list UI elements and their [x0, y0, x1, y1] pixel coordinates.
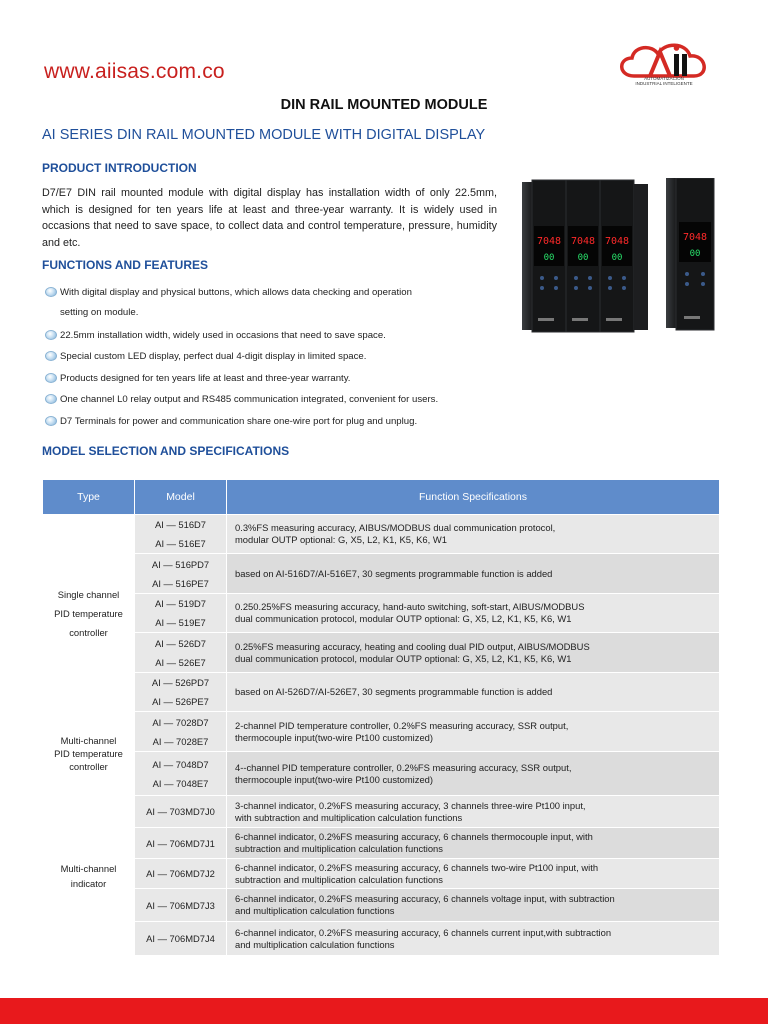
type-line: Multi-channel — [60, 862, 117, 874]
spec-cell — [227, 828, 720, 859]
model-number: AI — 706MD7J3 — [146, 899, 215, 911]
type-cell — [43, 712, 135, 796]
spec-line: subtraction and multiplication calculation functions — [235, 843, 443, 854]
display-readout-3: 7048 — [604, 236, 630, 247]
type-line: PID temperature — [54, 607, 123, 619]
model-number: AI — 516E7 — [155, 538, 206, 549]
model-number: AI — 7028E7 — [152, 735, 209, 747]
model-cell — [135, 752, 227, 796]
type-line: indicator — [70, 877, 107, 889]
spec-line: subtraction and multiplication calculation functions — [235, 873, 443, 885]
model-cell — [135, 673, 227, 712]
model-number: AI — 526D7 — [154, 637, 207, 649]
spec-line: 6-channel indicator, 0.2%FS measuring accuracy, 6 channels current input,with subtraction — [235, 926, 612, 938]
display-sub-readout-3: 00 — [611, 253, 623, 263]
feature-text: With digital display and physical buttons, which allows data checking and operation — [60, 287, 412, 298]
type-line: controller — [69, 626, 108, 638]
table-row — [43, 859, 720, 889]
feature-text: Products designed for ten years life at least and three-year warranty. — [60, 373, 351, 384]
spec-cell — [227, 859, 720, 889]
table-row — [43, 828, 720, 859]
spec-line: 0.3%FS measuring accuracy, AIBUS/MODBUS dual communication protocol, — [235, 522, 556, 533]
model-selection-heading: MODEL SELECTION AND SPECIFICATIONS — [42, 444, 290, 458]
spec-cell — [227, 712, 720, 752]
spec-line: and multiplication calculation functions — [235, 905, 395, 916]
feature-item — [45, 416, 417, 427]
spec-line: 6-channel indicator, 0.2%FS measuring accuracy, 6 channels voltage input, with subtraction — [235, 893, 615, 904]
logo-caption — [604, 76, 724, 86]
logo-caption-line-1: AUTOMATIZACION — [644, 76, 684, 81]
model-cell — [135, 633, 227, 673]
table-row — [43, 515, 720, 554]
model-number: AI — 706MD7J2 — [146, 868, 215, 879]
model-cell — [135, 712, 227, 752]
table-row — [43, 796, 720, 828]
bullet-icon — [45, 287, 57, 297]
bullet-icon — [45, 416, 57, 426]
spec-line: thermocouple input(two-wire Pt100 customized) — [235, 773, 434, 785]
model-cell — [135, 594, 227, 633]
bullet-icon — [45, 351, 57, 361]
feature-item — [45, 373, 350, 384]
model-number: AI — 706MD7J1 — [146, 837, 215, 849]
table-header-row — [43, 480, 720, 515]
feature-text: One channel L0 relay output and RS485 communication integrated, convenient for users. — [60, 394, 439, 405]
model-number: AI — 519D7 — [154, 598, 207, 609]
model-number: AI — 516D7 — [154, 519, 207, 530]
model-cell — [135, 554, 227, 594]
table-row — [43, 554, 720, 594]
display-sub-readout-1: 00 — [543, 253, 555, 263]
model-number: AI — 526PD7 — [151, 677, 210, 688]
type-line: Single channel — [57, 588, 120, 600]
spec-line: 6-channel indicator, 0.2%FS measuring accuracy, 6 channels thermocouple input, with — [235, 831, 593, 842]
model-number: AI — 706MD7J4 — [146, 933, 215, 944]
feature-item — [45, 351, 366, 362]
spec-line: 4--channel PID temperature controller, 0.2%FS measuring accuracy, SSR output, — [235, 761, 572, 773]
spec-cell — [227, 633, 720, 673]
spec-cell — [227, 515, 720, 554]
spec-cell — [227, 594, 720, 633]
feature-item — [45, 287, 412, 298]
spec-cell — [227, 889, 720, 922]
model-number: AI — 526PE7 — [152, 696, 209, 707]
spec-cell — [227, 673, 720, 712]
product-introduction-text: D7/E7 DIN rail mounted module with digital display has installation width of only 22.5mm, which is designed for ten years life at least and three-year warranty. It is widely used in occasions that need to save space, to collect data and control temperature, pressure, humidity and etc. — [42, 187, 497, 249]
table-row — [43, 889, 720, 922]
column-header-model: Model — [135, 480, 227, 515]
model-number: AI — 516PD7 — [151, 558, 210, 570]
spec-line: 0.250.25%FS measuring accuracy, hand-auto switching, soft-start, AIBUS/MODBUS — [235, 601, 585, 612]
model-cell — [135, 828, 227, 859]
spec-line: 3-channel indicator, 0.2%FS measuring accuracy, 3 channels three-wire Pt100 input, — [235, 799, 586, 811]
model-cell — [135, 515, 227, 554]
spec-line: 2-channel PID temperature controller, 0.2%FS measuring accuracy, SSR output, — [235, 719, 569, 731]
spec-line: dual communication protocol, modular OUTP optional: G, X5, L2, K1, K5, K6, W1 — [235, 652, 572, 664]
type-line: Multi-channel — [60, 735, 117, 746]
column-header-type: Type — [43, 480, 135, 515]
feature-text: setting on module. — [60, 307, 139, 318]
model-number: AI — 703MD7J0 — [146, 806, 215, 817]
model-number: AI — 7048E7 — [152, 777, 209, 789]
spec-cell — [227, 796, 720, 828]
table-row — [43, 712, 720, 752]
bullet-icon — [45, 394, 57, 404]
type-cell — [43, 515, 135, 712]
feature-text: D7 Terminals for power and communication share one-wire port for plug and unplug. — [60, 416, 418, 427]
spec-line: 6-channel indicator, 0.2%FS measuring accuracy, 6 channels two-wire Pt100 input, with — [235, 861, 599, 873]
spec-line: thermocouple input(two-wire Pt100 customized) — [235, 731, 434, 743]
spec-cell — [227, 752, 720, 796]
model-cell — [135, 922, 227, 956]
display-sub-readout-2: 00 — [577, 253, 589, 263]
model-number: AI — 516PE7 — [152, 577, 209, 589]
model-number: AI — 519E7 — [155, 617, 206, 628]
product-photo — [522, 178, 716, 334]
table-row — [43, 922, 720, 956]
type-cell — [43, 796, 135, 956]
model-number: AI — 526E7 — [155, 656, 206, 668]
feature-item — [45, 394, 438, 405]
product-introduction-heading: PRODUCT INTRODUCTION — [42, 161, 197, 175]
display-sub-readout-4: 00 — [689, 249, 701, 259]
bullet-icon — [45, 330, 57, 340]
table-row — [43, 752, 720, 796]
display-readout-2: 7048 — [570, 236, 596, 247]
spec-line: dual communication protocol, modular OUTP optional: G, X5, L2, K1, K5, K6, W1 — [235, 613, 572, 624]
spec-line: modular OUTP optional: G, X5, L2, K1, K5, K6, W1 — [235, 534, 447, 545]
logo-caption-line-2: INDUSTRIAL INTELIGENTE — [635, 81, 693, 86]
feature-item-continued — [60, 307, 138, 318]
document-subtitle: AI SERIES DIN RAIL MOUNTED MODULE WITH DIGITAL DISPLAY — [42, 127, 486, 143]
document-title: DIN RAIL MOUNTED MODULE — [280, 97, 488, 113]
column-header-function: Function Specifications — [227, 480, 720, 515]
table-row — [43, 594, 720, 633]
type-line: controller — [69, 761, 108, 772]
display-readout-1: 7048 — [536, 236, 562, 247]
feature-text: 22.5mm installation width, widely used in occasions that need to save space. — [60, 330, 386, 341]
functions-features-heading: FUNCTIONS AND FEATURES — [42, 258, 208, 272]
table-row — [43, 673, 720, 712]
specifications-table — [42, 479, 720, 956]
spec-cell — [227, 554, 720, 594]
model-cell — [135, 859, 227, 889]
spec-line: based on AI-526D7/AI-526E7, 30 segments programmable function is added — [235, 686, 553, 697]
model-number: AI — 7028D7 — [152, 716, 209, 728]
display-readout-4: 7048 — [682, 232, 708, 243]
model-cell — [135, 796, 227, 828]
bullet-icon — [45, 373, 57, 383]
spec-cell — [227, 922, 720, 956]
spec-line: based on AI-516D7/AI-516E7, 30 segments programmable function is added — [235, 567, 553, 579]
type-line: PID temperature — [54, 748, 123, 759]
feature-text: Special custom LED display, perfect dual 4-digit display in limited space. — [60, 351, 367, 362]
model-number: AI — 7048D7 — [152, 758, 209, 770]
model-cell — [135, 889, 227, 922]
table-row — [43, 633, 720, 673]
footer-bar — [0, 998, 768, 1024]
feature-item — [45, 330, 386, 341]
spec-line: and multiplication calculation functions — [235, 938, 395, 950]
spec-line: 0.25%FS measuring accuracy, heating and cooling dual PID output, AIBUS/MODBUS — [235, 640, 590, 652]
site-url-link[interactable]: www.aiisas.com.co — [44, 60, 225, 83]
spec-line: with subtraction and multiplication calculation functions — [235, 811, 463, 823]
